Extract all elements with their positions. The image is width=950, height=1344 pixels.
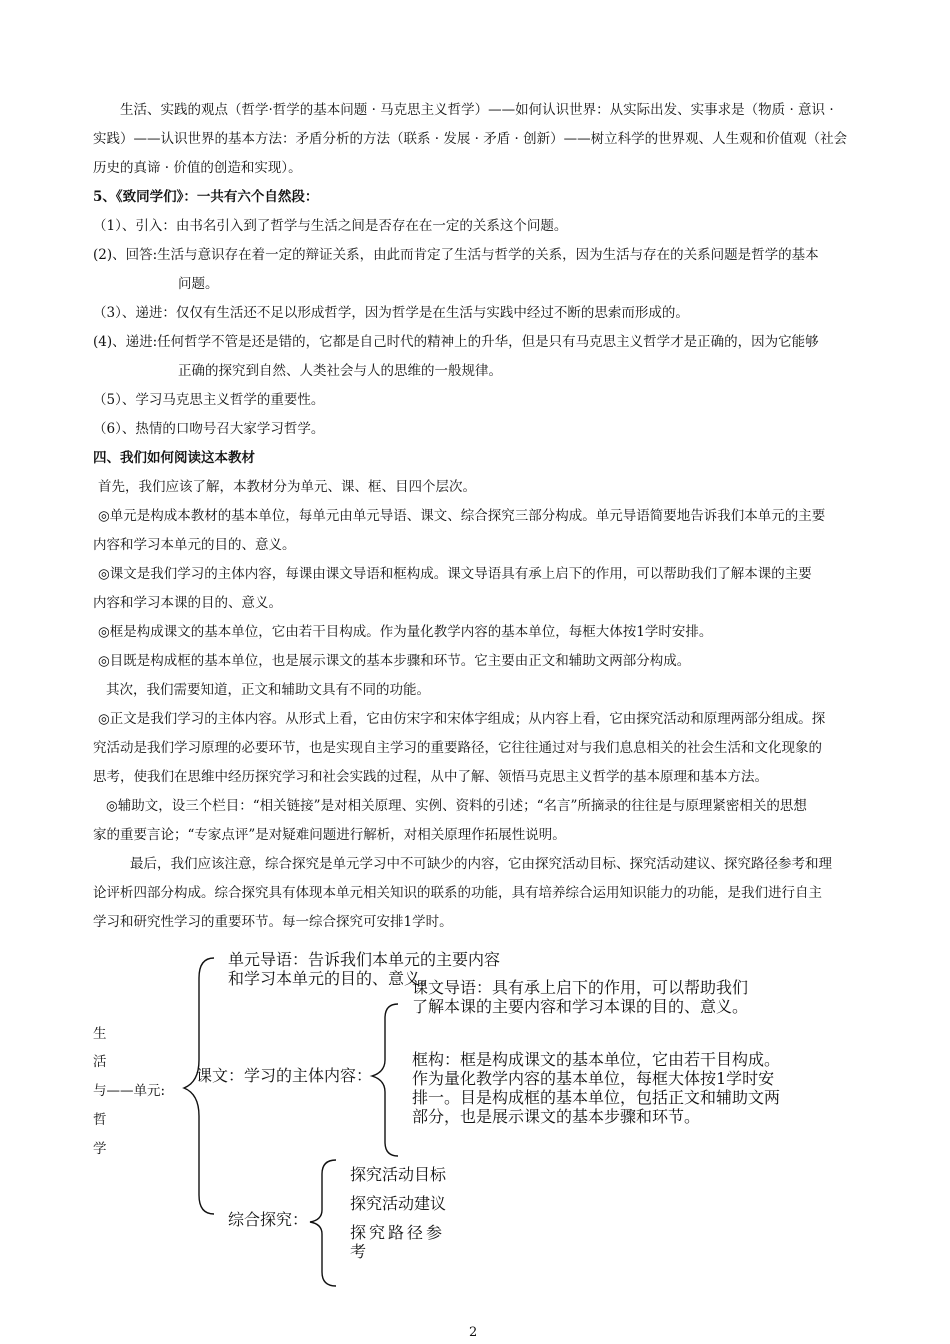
list-item: （6）、热情的口吻号召大家学习哲学。	[93, 421, 325, 437]
unit-intro-text: 和学习本单元的目的、意义。	[228, 969, 437, 988]
frame-text: 作为量化教学内容的基本单位，每框大体按1学时安	[412, 1069, 775, 1088]
frame-text: 框构：框是构成课文的基本单位，它由若干目构成。	[412, 1050, 781, 1069]
lesson-brace	[372, 1004, 398, 1156]
diagram-root-char: 活	[93, 1054, 107, 1070]
list-item: (4)、递进:任何哲学不管是还是错的，它都是自己时代的精神上的升华，但是只有马克思主义哲学才是正确的，因为它能够	[93, 334, 819, 350]
lesson-label: 课文：学习的主体内容：	[196, 1066, 373, 1085]
inquiry-item: 探究活动建议	[350, 1194, 447, 1213]
paragraph-line: ◎正文是我们学习的主体内容。从形式上看，它由仿宋字和宋体字组成；从内容上看，它由探究活动和原理两部分组成。探	[98, 711, 826, 727]
diagram-root-label: 与——单元:	[93, 1083, 166, 1099]
paragraph-line: ◎辅助文，设三个栏目：“相关链接”是对相关原理、实例、资料的引述；“名言”所摘录的往往是与原理紧密相关的思想	[106, 798, 807, 814]
paragraph-line: ◎课文是我们学习的主体内容，每课由课文导语和框构成。课文导语具有承上启下的作用，可以帮助我们了解本课的主要	[98, 566, 812, 582]
inquiry-brace	[310, 1160, 336, 1286]
paragraph-line: 实践）——认识世界的基本方法：矛盾分析的方法（联系 · 发展 · 矛盾 · 创新）——树立科学的世界观、人生观和价值观（社会	[93, 131, 848, 147]
list-item-continuation: 正确的探究到自然、人类社会与人的思维的一般规律。	[178, 363, 502, 379]
section-heading: 四、我们如何阅读这本教材	[93, 450, 255, 466]
inquiry-item: 探究活动目标	[350, 1165, 447, 1184]
unit-intro-text: 单元导语：告诉我们本单元的主要内容	[228, 950, 501, 969]
paragraph-line: 生活、实践的观点（哲学·哲学的基本问题 · 马克思主义哲学）——如何认识世界：从实际出发、实事求是（物质 · 意识 ·	[120, 102, 834, 118]
page-number: 2	[469, 1325, 478, 1340]
inquiry-item: 考	[350, 1242, 367, 1261]
inquiry-item: 探究路径参	[350, 1223, 446, 1242]
diagram-root-char: 生	[93, 1026, 107, 1042]
paragraph-line: 究活动是我们学习原理的必要环节，也是实现自主学习的重要路径，它往往通过对与我们息息相关的社会生活和文化现象的	[93, 740, 822, 756]
paragraph-line: 家的重要言论；“专家点评”是对疑难问题进行解析，对相关原理作拓展性说明。	[93, 827, 566, 843]
diagram-root-char: 哲	[93, 1112, 107, 1128]
main-brace	[184, 958, 214, 1214]
list-item: （3）、递进：仅仅有生活还不足以形成哲学，因为哲学是在生活与实践中经过不断的思索而形成的。	[93, 305, 689, 321]
lesson-intro-text: 了解本课的主要内容和学习本课的目的、意义。	[412, 997, 749, 1016]
inquiry-label: 综合探究：	[228, 1210, 309, 1229]
paragraph-line: 历史的真谛 · 价值的创造和实现）。	[93, 160, 302, 176]
paragraph-line: 内容和学习本课的目的、意义。	[93, 595, 282, 611]
section-heading: 5、《致同学们》：一共有六个自然段：	[93, 189, 319, 205]
frame-text: 部分，也是展示课文的基本步骤和环节。	[412, 1107, 701, 1126]
list-item-continuation: 问题。	[178, 276, 219, 292]
paragraph-line: 内容和学习本单元的目的、意义。	[93, 537, 296, 553]
paragraph-line: 思考，使我们在思维中经历探究学习和社会实践的过程，从中了解、领悟马克思主义哲学的基本原理和基本方法。	[93, 769, 768, 785]
list-item: （1）、引入：由书名引入到了哲学与生活之间是否存在在一定的关系这个问题。	[93, 218, 568, 234]
paragraph-line: ◎目既是构成框的基本单位，也是展示课文的基本步骤和环节。它主要由正文和辅助文两部分构成。	[98, 653, 691, 669]
paragraph-line: 最后，我们应该注意，综合探究是单元学习中不可缺少的内容，它由探究活动目标、探究活动建议、探究路径参考和理	[130, 856, 832, 872]
diagram-root-char: 学	[93, 1141, 107, 1157]
list-item: (2)、回答:生活与意识存在着一定的辩证关系，由此而肯定了生活与哲学的关系，因为生活与存在的关系问题是哲学的基本	[93, 247, 819, 263]
paragraph-line: 论评析四部分构成。综合探究具有体现本单元相关知识的联系的功能，具有培养综合运用知识能力的功能，是我们进行自主	[93, 885, 822, 901]
lesson-intro-text: 课文导语：具有承上启下的作用，可以帮助我们	[412, 978, 749, 997]
list-item: （5）、学习马克思主义哲学的重要性。	[93, 392, 325, 408]
paragraph-line: 首先，我们应该了解，本教材分为单元、课、框、目四个层次。	[98, 479, 476, 495]
paragraph-line: 学习和研究性学习的重要环节。每一综合探究可安排1学时。	[93, 914, 453, 930]
paragraph-line: ◎单元是构成本教材的基本单位，每单元由单元导语、课文、综合探究三部分构成。单元导语简要地告诉我们本单元的主要	[98, 508, 826, 524]
frame-text: 排一。目是构成框的基本单位，包括正文和辅助文两	[412, 1088, 781, 1107]
paragraph-line: ◎框是构成课文的基本单位，它由若干目构成。作为量化教学内容的基本单位，每框大体按1学时安排。	[98, 624, 713, 640]
paragraph-line: 其次，我们需要知道，正文和辅助文具有不同的功能。	[106, 682, 430, 698]
